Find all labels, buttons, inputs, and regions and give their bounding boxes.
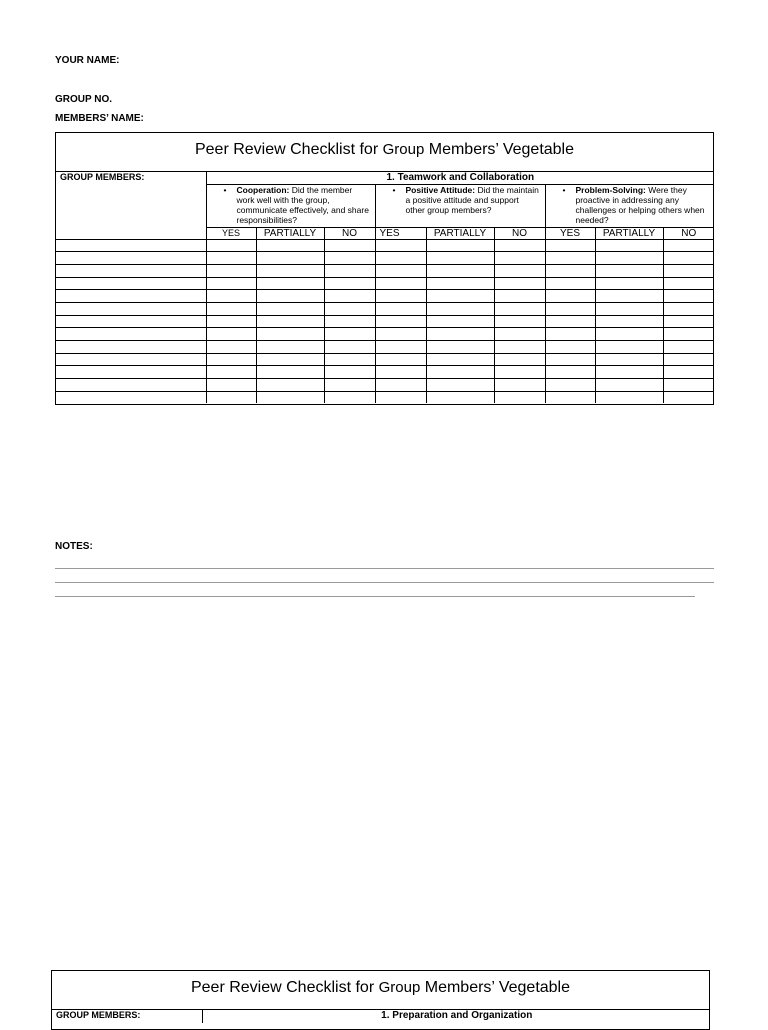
rating-cell[interactable] — [545, 391, 595, 403]
rating-cell[interactable] — [256, 239, 324, 252]
title-text: Peer Review Checklist for — [190, 979, 379, 996]
rating-cell[interactable] — [324, 379, 375, 392]
rating-cell[interactable] — [663, 379, 714, 392]
rating-cell[interactable] — [545, 252, 595, 265]
rating-cell[interactable] — [663, 366, 714, 379]
rating-cell[interactable] — [494, 341, 545, 354]
option-no: NO — [494, 227, 545, 239]
table-row — [56, 302, 714, 315]
rating-cell[interactable] — [375, 315, 426, 328]
rating-cell[interactable] — [375, 290, 426, 303]
option-partially: PARTIALLY — [426, 227, 494, 239]
member-name-cell[interactable] — [56, 302, 206, 315]
rating-cell[interactable] — [545, 264, 595, 277]
rating-cell[interactable] — [256, 290, 324, 303]
table-row — [56, 239, 714, 252]
rating-cell[interactable] — [595, 341, 663, 354]
group-members-header: GROUP MEMBERS: — [56, 172, 206, 239]
option-no: NO — [663, 227, 714, 239]
member-name-cell[interactable] — [56, 328, 206, 341]
rating-cell[interactable] — [494, 264, 545, 277]
criterion-text: Were they proactive in addressing any challenges or helping others when needed? — [575, 184, 705, 226]
rating-cell[interactable] — [256, 353, 324, 366]
rating-cell[interactable] — [206, 315, 256, 328]
rating-cell[interactable] — [256, 264, 324, 277]
rating-cell[interactable] — [494, 328, 545, 341]
rating-cell[interactable] — [663, 353, 714, 366]
group-no-label: GROUP NO. — [55, 94, 113, 105]
rating-cell[interactable] — [494, 252, 545, 265]
option-no: NO — [324, 227, 375, 239]
rating-cell[interactable] — [206, 328, 256, 341]
rating-cell[interactable] — [324, 264, 375, 277]
rating-cell[interactable] — [494, 290, 545, 303]
rating-cell[interactable] — [324, 239, 375, 252]
rating-cell[interactable] — [324, 341, 375, 354]
criterion-name: Positive Attitude: — [405, 184, 476, 195]
table-row — [56, 379, 714, 392]
rating-cell[interactable] — [375, 264, 426, 277]
notes-label: NOTES: — [55, 541, 93, 552]
rating-cell[interactable] — [426, 252, 494, 265]
criterion-text: Did the member work well with the group, communicate effectively, and share responsibilities? — [236, 184, 369, 226]
rating-cell[interactable] — [256, 391, 324, 403]
criterion-cooperation — [206, 184, 375, 227]
group-members-header: GROUP MEMBERS: — [52, 1010, 202, 1023]
table-row — [56, 341, 714, 354]
criterion-name: Problem-Solving: — [575, 184, 646, 195]
bullet-icon: • — [392, 184, 396, 195]
rating-cell[interactable] — [375, 328, 426, 341]
member-name-cell[interactable] — [56, 353, 206, 366]
rating-cell[interactable] — [206, 302, 256, 315]
member-name-cell[interactable] — [56, 366, 206, 379]
table-row — [56, 391, 714, 403]
rating-cell[interactable] — [663, 328, 714, 341]
rating-cell[interactable] — [595, 264, 663, 277]
rating-cell[interactable] — [545, 379, 595, 392]
option-partially: PARTIALLY — [595, 227, 663, 239]
criterion-positive-attitude — [375, 184, 545, 227]
rating-cell[interactable] — [545, 341, 595, 354]
rating-cell[interactable] — [595, 302, 663, 315]
rating-cell[interactable] — [324, 315, 375, 328]
rating-cell[interactable] — [494, 277, 545, 290]
rating-cell[interactable] — [494, 353, 545, 366]
rating-cell[interactable] — [426, 302, 494, 315]
rating-cell[interactable] — [545, 239, 595, 252]
rating-cell[interactable] — [426, 315, 494, 328]
rating-cell[interactable] — [206, 379, 256, 392]
rating-cell[interactable] — [256, 341, 324, 354]
member-name-cell[interactable] — [56, 277, 206, 290]
rating-cell[interactable] — [256, 315, 324, 328]
criterion-problem-solving — [545, 184, 714, 227]
rating-cell[interactable] — [206, 264, 256, 277]
rating-cell[interactable] — [206, 353, 256, 366]
rating-cell[interactable] — [426, 341, 494, 354]
bullet-icon: • — [562, 184, 566, 195]
rating-cell[interactable] — [206, 366, 256, 379]
rating-cell[interactable] — [375, 277, 426, 290]
rating-cell[interactable] — [426, 366, 494, 379]
option-yes: YES — [375, 227, 426, 239]
rating-cell[interactable] — [663, 341, 714, 354]
title-text: Members’ Vegetable — [420, 979, 571, 996]
table-row — [56, 277, 714, 290]
rating-cell[interactable] — [206, 341, 256, 354]
title-text: Group — [382, 141, 425, 158]
rating-cell[interactable] — [324, 366, 375, 379]
rating-cell[interactable] — [324, 391, 375, 403]
rating-cell[interactable] — [595, 391, 663, 403]
rating-cell[interactable] — [426, 239, 494, 252]
notes-line[interactable] — [55, 568, 714, 569]
section-title: 1. Preparation and Organization — [202, 1010, 711, 1023]
table-row — [56, 264, 714, 277]
option-yes: YES — [206, 227, 256, 239]
member-name-cell[interactable] — [56, 391, 206, 403]
rating-cell[interactable] — [595, 252, 663, 265]
section-title: 1. Teamwork and Collaboration — [206, 172, 714, 184]
rating-cell[interactable] — [494, 315, 545, 328]
rating-cell[interactable] — [426, 379, 494, 392]
rating-cell[interactable] — [426, 277, 494, 290]
rating-cell[interactable] — [375, 353, 426, 366]
rating-cell[interactable] — [426, 328, 494, 341]
rating-cell[interactable] — [595, 328, 663, 341]
rating-cell[interactable] — [595, 353, 663, 366]
rating-cell[interactable] — [324, 353, 375, 366]
title-text: Group — [378, 979, 421, 996]
rating-cell[interactable] — [426, 290, 494, 303]
rating-cell[interactable] — [256, 328, 324, 341]
member-name-cell[interactable] — [56, 290, 206, 303]
rating-cell[interactable] — [256, 252, 324, 265]
checklist-table — [52, 1010, 711, 1023]
rating-cell[interactable] — [545, 302, 595, 315]
rating-cell[interactable] — [663, 302, 714, 315]
rating-cell[interactable] — [595, 366, 663, 379]
rating-cell[interactable] — [494, 239, 545, 252]
members-name-label: MEMBERS’ NAME: — [55, 113, 144, 124]
rating-cell[interactable] — [324, 328, 375, 341]
rating-cell[interactable] — [256, 277, 324, 290]
title-text: Peer Review Checklist for — [194, 141, 383, 158]
rating-cell[interactable] — [494, 302, 545, 315]
rating-cell[interactable] — [206, 252, 256, 265]
rating-cell[interactable] — [494, 391, 545, 403]
peer-review-checklist — [55, 132, 714, 405]
title-text: Members’ Vegetable — [424, 141, 575, 158]
rating-cell[interactable] — [426, 391, 494, 403]
your-name-label: YOUR NAME: — [55, 55, 120, 66]
rating-cell[interactable] — [595, 315, 663, 328]
rating-cell[interactable] — [324, 290, 375, 303]
rating-cell[interactable] — [256, 302, 324, 315]
notes-line[interactable] — [55, 596, 695, 597]
member-name-cell[interactable] — [56, 252, 206, 265]
rating-cell[interactable] — [545, 328, 595, 341]
table-row — [56, 366, 714, 379]
rating-cell[interactable] — [375, 391, 426, 403]
notes-line[interactable] — [55, 582, 714, 583]
rating-cell[interactable] — [545, 353, 595, 366]
rating-cell[interactable] — [663, 290, 714, 303]
rating-cell[interactable] — [375, 302, 426, 315]
table-row — [56, 315, 714, 328]
rating-cell[interactable] — [595, 277, 663, 290]
checklist-title — [52, 971, 709, 1010]
rating-cell[interactable] — [595, 379, 663, 392]
table-row — [56, 328, 714, 341]
rating-cell[interactable] — [663, 264, 714, 277]
peer-review-checklist-2 — [51, 970, 710, 1030]
rating-cell[interactable] — [375, 366, 426, 379]
rating-cell[interactable] — [663, 315, 714, 328]
bullet-icon: • — [223, 184, 227, 195]
rating-cell[interactable] — [595, 239, 663, 252]
rating-cell[interactable] — [426, 264, 494, 277]
rating-cell[interactable] — [545, 290, 595, 303]
checklist-title — [56, 133, 713, 172]
rating-cell[interactable] — [545, 277, 595, 290]
rating-cell[interactable] — [494, 366, 545, 379]
member-name-cell[interactable] — [56, 315, 206, 328]
rating-cell[interactable] — [256, 366, 324, 379]
rating-cell[interactable] — [324, 302, 375, 315]
rating-cell[interactable] — [375, 379, 426, 392]
criterion-text: Did the maintain a positive attitude and support other group members? — [405, 184, 539, 216]
member-name-cell[interactable] — [56, 264, 206, 277]
rating-cell[interactable] — [324, 277, 375, 290]
rating-cell[interactable] — [663, 239, 714, 252]
rating-cell[interactable] — [324, 252, 375, 265]
rating-cell[interactable] — [256, 379, 324, 392]
rating-cell[interactable] — [206, 277, 256, 290]
rating-cell[interactable] — [545, 366, 595, 379]
rating-cell[interactable] — [206, 391, 256, 403]
rating-cell[interactable] — [595, 290, 663, 303]
rating-cell[interactable] — [545, 315, 595, 328]
rating-cell[interactable] — [663, 252, 714, 265]
rating-cell[interactable] — [375, 239, 426, 252]
member-name-cell[interactable] — [56, 239, 206, 252]
criterion-name: Cooperation: — [236, 184, 290, 195]
rating-cell[interactable] — [206, 290, 256, 303]
member-name-cell[interactable] — [56, 341, 206, 354]
option-partially: PARTIALLY — [256, 227, 324, 239]
rating-cell[interactable] — [426, 353, 494, 366]
rating-cell[interactable] — [494, 379, 545, 392]
rating-cell[interactable] — [375, 252, 426, 265]
table-row — [56, 290, 714, 303]
checklist-table — [56, 172, 714, 403]
table-row — [56, 252, 714, 265]
rating-cell[interactable] — [375, 341, 426, 354]
member-name-cell[interactable] — [56, 379, 206, 392]
rating-cell[interactable] — [206, 239, 256, 252]
rating-cell[interactable] — [663, 391, 714, 403]
rating-cell[interactable] — [663, 277, 714, 290]
option-yes: YES — [545, 227, 595, 239]
table-row — [56, 353, 714, 366]
